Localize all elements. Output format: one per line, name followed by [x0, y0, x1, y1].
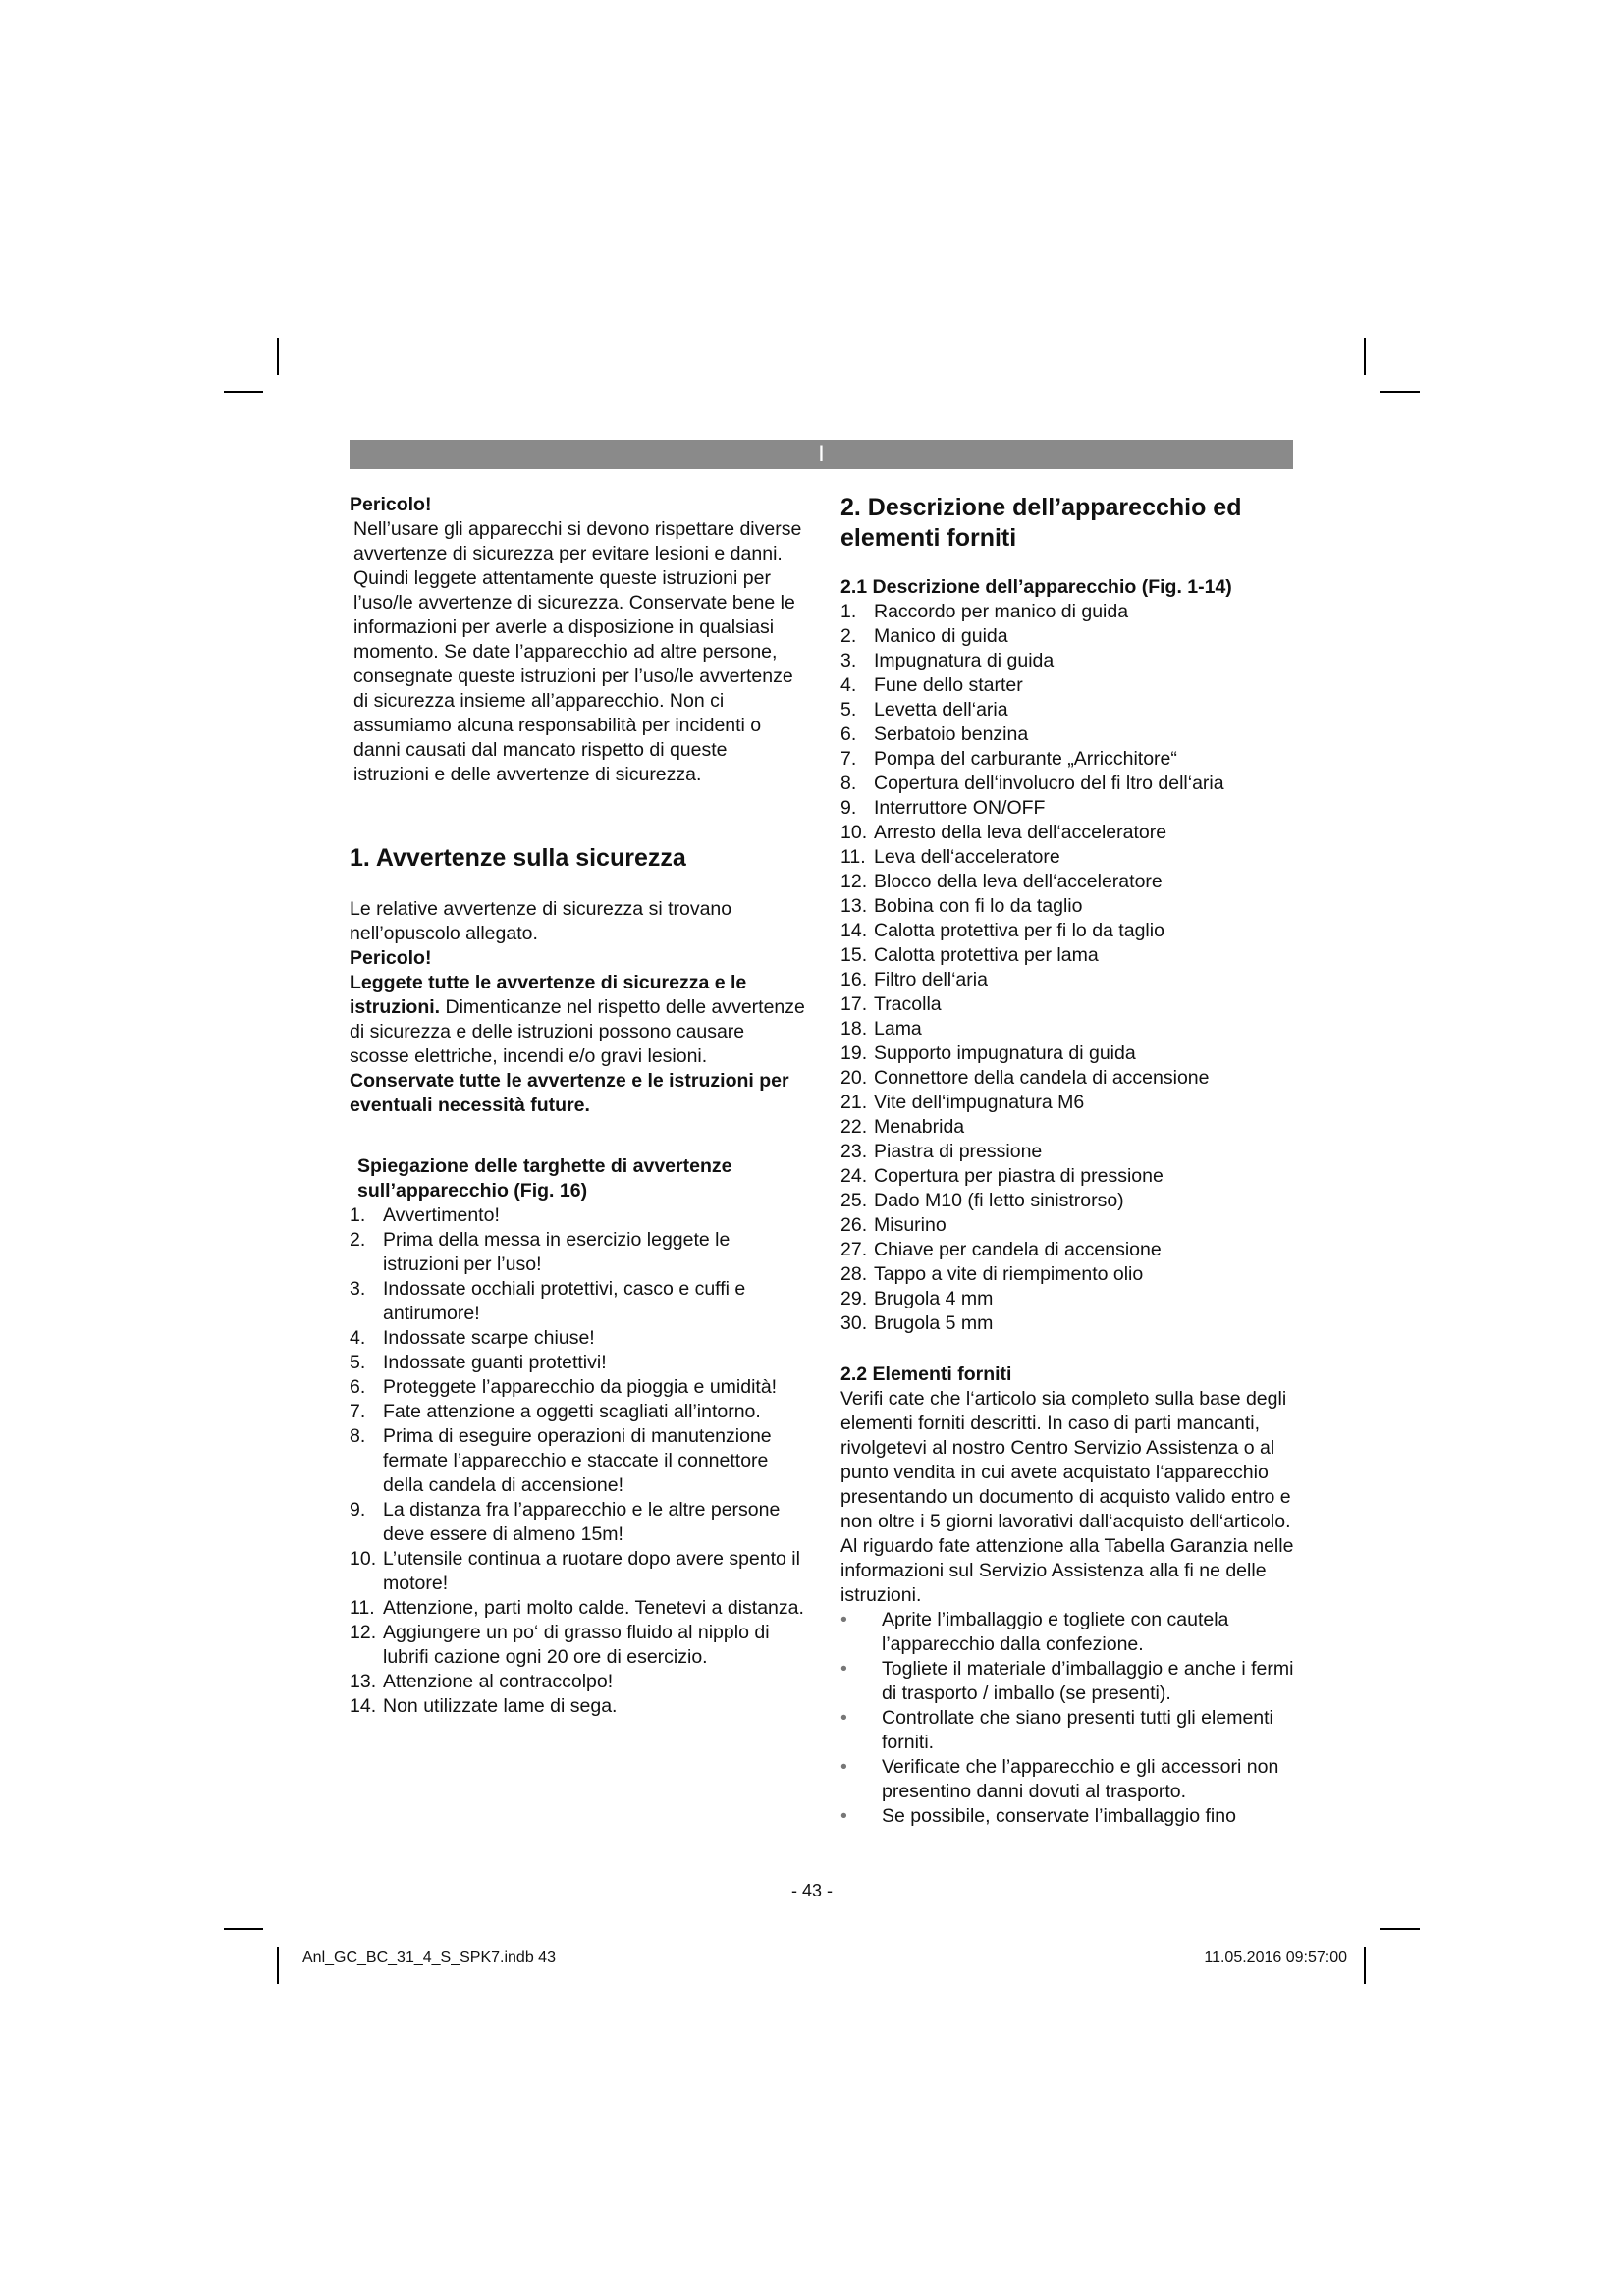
warning-label-item-text: Avvertimento! [383, 1204, 500, 1226]
warning-label-item [350, 1694, 805, 1719]
warning-label-item-number: 14. [350, 1695, 377, 1717]
warning-label-item-number: 12. [350, 1622, 377, 1643]
bullet-icon: • [840, 1658, 847, 1680]
parts-list [840, 600, 1294, 1336]
part-item [840, 698, 1294, 722]
part-item-number: 15. [840, 944, 868, 966]
warning-label-item-number: 4. [350, 1327, 366, 1349]
part-item-number: 28. [840, 1263, 868, 1285]
part-item-number: 27. [840, 1239, 868, 1260]
language-header-bar [350, 440, 1293, 469]
danger-title: Pericolo! [350, 494, 432, 515]
warning-label-item-number: 2. [350, 1229, 366, 1251]
warning-label-item [350, 1277, 805, 1326]
warning-label-item-number: 8. [350, 1425, 366, 1447]
warning-label-item [350, 1400, 805, 1424]
bullet-icon: • [840, 1609, 847, 1630]
part-item-text: Connettore della candela di accensione [874, 1067, 1210, 1089]
part-item-number: 24. [840, 1165, 868, 1187]
part-item-text: Leva dell‘acceleratore [874, 846, 1060, 868]
warning-label-item-text: Prima della messa in esercizio leggete le istruzioni per l’uso! [383, 1229, 731, 1275]
warning-label-item-number: 13. [350, 1671, 377, 1692]
part-item [840, 1287, 1294, 1311]
warning-label-item-text: Indossate scarpe chiuse! [383, 1327, 595, 1349]
warning-label-item-text: Proteggete l’apparecchio da pioggia e umidità! [383, 1376, 778, 1398]
part-item-text: Chiave per candela di accensione [874, 1239, 1162, 1260]
warning-label-item-text: La distanza fra l’apparecchio e le altre persone deve essere di almeno 15m! [383, 1499, 781, 1545]
part-item-text: Vite dell‘impugnatura M6 [874, 1092, 1085, 1113]
part-item-text: Piastra di pressione [874, 1141, 1043, 1162]
part-item-text: Raccordo per manico di guida [874, 601, 1129, 622]
part-item-text: Blocco della leva dell‘acceleratore [874, 871, 1163, 892]
unpacking-list [840, 1608, 1294, 1829]
unpacking-step-text: Se possibile, conservate l’imballaggio fino [882, 1805, 1236, 1827]
warning-labels-heading: Spiegazione delle targhette di avvertenze sull’apparecchio (Fig. 16) [357, 1155, 732, 1201]
part-item-number: 3. [840, 650, 857, 671]
part-item-number: 26. [840, 1214, 868, 1236]
part-item-text: Levetta dell‘aria [874, 699, 1008, 721]
part-item-text: Bobina con fi lo da taglio [874, 895, 1083, 917]
section-2-2-heading: 2.2 Elementi forniti [840, 1363, 1012, 1385]
danger-title-2: Pericolo! [350, 947, 432, 969]
part-item-text: Tracolla [874, 993, 942, 1015]
part-item [840, 943, 1294, 968]
unpacking-step [840, 1706, 1294, 1755]
part-item-text: Menabrida [874, 1116, 965, 1138]
warning-label-item-text: Fate attenzione a oggetti scagliati all’intorno. [383, 1401, 761, 1422]
warning-labels-list [350, 1203, 805, 1719]
part-item [840, 796, 1294, 821]
warning-label-item-number: 9. [350, 1499, 366, 1521]
part-item-text: Supporto impugnatura di guida [874, 1042, 1136, 1064]
warning-label-item [350, 1228, 805, 1277]
part-item-number: 17. [840, 993, 868, 1015]
footer-file-info: Anl_GC_BC_31_4_S_SPK7.indb 43 [302, 1949, 556, 1966]
keep-instructions-note: Conservate tutte le avvertenze e le istruzioni per eventuali necessità future. [350, 1070, 789, 1116]
part-item-number: 8. [840, 773, 857, 794]
section-2-heading: 2. Descrizione dell’apparecchio ed elementi forniti [840, 494, 1242, 552]
part-item-number: 9. [840, 797, 857, 819]
warning-label-item [350, 1621, 805, 1670]
section-1-heading: 1. Avvertenze sulla sicurezza [350, 844, 686, 872]
part-item-number: 22. [840, 1116, 868, 1138]
part-item-text: Manico di guida [874, 625, 1008, 647]
footer-date: 11.05.2016 09:57:00 [1204, 1949, 1347, 1966]
part-item [840, 919, 1294, 943]
part-item-number: 10. [840, 822, 868, 843]
part-item-number: 19. [840, 1042, 868, 1064]
part-item [840, 1140, 1294, 1164]
part-item [840, 1213, 1294, 1238]
part-item-text: Brugola 4 mm [874, 1288, 994, 1309]
danger-text: Nell’usare gli apparecchi si devono rispettare diverse avvertenze di sicurezza per evitare lesioni e danni. Quindi leggete attentamente queste istruzioni per l’uso/le avvertenze di sicurezza. Conservate bene le informazioni per averle a disposizione in qualsiasi momento. Se date l’apparecchio ad altre persone, consegnate queste istruzioni per l’uso/le avvertenze di sicurezza insieme all’apparecchio. Non ci assumiamo alcuna responsabilità per incidenti o danni causati dal mancato rispetto di queste istruzioni e delle avvertenze di sicurezza. [353, 518, 802, 785]
part-item-number: 16. [840, 969, 868, 990]
part-item [840, 1091, 1294, 1115]
part-item-text: Copertura dell‘involucro del fi ltro dell‘aria [874, 773, 1224, 794]
crop-mark [277, 338, 279, 375]
unpacking-step [840, 1608, 1294, 1657]
right-column [840, 493, 1294, 1829]
crop-mark [1364, 1947, 1366, 1984]
part-item-number: 2. [840, 625, 857, 647]
part-item-number: 6. [840, 723, 857, 745]
unpacking-step-text: Controllate che siano presenti tutti gli elementi forniti. [882, 1707, 1273, 1753]
warning-label-item-text: Indossate guanti protettivi! [383, 1352, 607, 1373]
unpacking-step [840, 1657, 1294, 1706]
left-column [350, 493, 805, 1719]
part-item [840, 649, 1294, 673]
part-item [840, 1262, 1294, 1287]
warning-label-item-text: Aggiungere un po‘ di grasso fluido al nipplo di lubrifi cazione ogni 20 ore di esercizio. [383, 1622, 770, 1668]
warning-label-item [350, 1424, 805, 1498]
part-item [840, 845, 1294, 870]
part-item [840, 821, 1294, 845]
part-item [840, 1066, 1294, 1091]
part-item [840, 1238, 1294, 1262]
warning-label-item-number: 1. [350, 1204, 366, 1226]
crop-mark [1380, 1928, 1420, 1930]
section-1-intro: Le relative avvertenze di sicurezza si trovano nell’opuscolo allegato. [350, 898, 732, 944]
part-item-number: 29. [840, 1288, 868, 1309]
crop-mark [277, 1947, 279, 1984]
crop-mark [1364, 338, 1366, 375]
danger-bold: Leggete tutte le avvertenze di sicurezza e le istruzioni. [350, 972, 747, 1018]
section-2-1-heading: 2.1 Descrizione dell’apparecchio (Fig. 1-14) [840, 576, 1232, 598]
part-item-number: 5. [840, 699, 857, 721]
part-item [840, 894, 1294, 919]
unpacking-step [840, 1755, 1294, 1804]
warning-label-item-text: Attenzione, parti molto calde. Tenetevi a distanza. [383, 1597, 804, 1619]
warning-label-item [350, 1351, 805, 1375]
part-item-text: Pompa del carburante „Arricchitore“ [874, 748, 1177, 770]
language-code: I [818, 441, 825, 467]
part-item-text: Dado M10 (fi letto sinistrorso) [874, 1190, 1124, 1211]
unpacking-step [840, 1804, 1294, 1829]
bullet-icon: • [840, 1805, 847, 1827]
part-item [840, 772, 1294, 796]
part-item-text: Calotta protettiva per fi lo da taglio [874, 920, 1164, 941]
warning-label-item-number: 3. [350, 1278, 366, 1300]
part-item [840, 747, 1294, 772]
part-item [840, 870, 1294, 894]
crop-mark [224, 391, 263, 393]
warning-label-item [350, 1203, 805, 1228]
bullet-icon: • [840, 1756, 847, 1778]
warning-label-item [350, 1498, 805, 1547]
crop-mark [224, 1928, 263, 1930]
warning-label-item-number: 11. [350, 1597, 375, 1619]
crop-mark [1380, 391, 1420, 393]
warning-label-item-text: Indossate occhiali protettivi, casco e cuffi e antirumore! [383, 1278, 746, 1324]
part-item-text: Impugnatura di guida [874, 650, 1055, 671]
part-item-text: Brugola 5 mm [874, 1312, 994, 1334]
part-item-number: 12. [840, 871, 868, 892]
page-number: - 43 - [790, 1881, 833, 1900]
warning-label-item-text: Non utilizzate lame di sega. [383, 1695, 618, 1717]
warning-label-item [350, 1596, 805, 1621]
part-item [840, 673, 1294, 698]
part-item [840, 1189, 1294, 1213]
part-item-number: 23. [840, 1141, 868, 1162]
part-item-number: 21. [840, 1092, 868, 1113]
part-item [840, 1115, 1294, 1140]
section-2-2-text: Verifi cate che l‘articolo sia completo sulla base degli elementi forniti descritti. In caso di parti mancanti, rivolgetevi al nostro Centro Servizio Assistenza o al punto vendita in cui avete acquistato l‘apparecchio presentando un documento di acquisto valido entro e non oltre i 5 giorni lavorativi dall‘acquisto dell‘articolo. Al riguardo fate attenzione alla Tabella Garanzia nelle informazioni sul Servizio Assistenza alla fi ne delle istruzioni. [840, 1388, 1294, 1606]
warning-label-item [350, 1326, 805, 1351]
part-item-text: Interruttore ON/OFF [874, 797, 1046, 819]
part-item-number: 1. [840, 601, 857, 622]
part-item-text: Serbatoio benzina [874, 723, 1029, 745]
unpacking-step-text: Verificate che l’apparecchio e gli accessori non presentino danni dovuti al trasporto. [882, 1756, 1279, 1802]
part-item-number: 7. [840, 748, 857, 770]
part-item-text: Fune dello starter [874, 674, 1023, 696]
warning-label-item [350, 1547, 805, 1596]
part-item-text: Calotta protettiva per lama [874, 944, 1099, 966]
part-item-text: Copertura per piastra di pressione [874, 1165, 1164, 1187]
warning-label-item-text: Attenzione al contraccolpo! [383, 1671, 614, 1692]
warning-label-item [350, 1670, 805, 1694]
part-item-number: 18. [840, 1018, 868, 1040]
warning-label-item-text: Prima di eseguire operazioni di manutenzione fermate l’apparecchio e staccate il connettore della candela di accensione! [383, 1425, 772, 1496]
part-item [840, 624, 1294, 649]
part-item [840, 968, 1294, 992]
part-item-number: 20. [840, 1067, 868, 1089]
part-item-number: 14. [840, 920, 868, 941]
part-item-text: Misurino [874, 1214, 947, 1236]
warning-label-item-number: 10. [350, 1548, 377, 1570]
warning-label-item-number: 7. [350, 1401, 366, 1422]
warning-label-item-number: 5. [350, 1352, 366, 1373]
part-item-text: Filtro dell‘aria [874, 969, 988, 990]
part-item [840, 1017, 1294, 1041]
unpacking-step-text: Aprite l’imballaggio e togliete con cautela l’apparecchio dalla confezione. [882, 1609, 1229, 1655]
part-item [840, 1164, 1294, 1189]
part-item [840, 600, 1294, 624]
warning-label-item-text: L’utensile continua a ruotare dopo avere spento il motore! [383, 1548, 800, 1594]
part-item-number: 13. [840, 895, 868, 917]
part-item-number: 25. [840, 1190, 868, 1211]
part-item [840, 1311, 1294, 1336]
unpacking-step-text: Togliete il materiale d’imballaggio e anche i fermi di trasporto / imballo (se presenti). [882, 1658, 1294, 1704]
part-item-number: 30. [840, 1312, 868, 1334]
part-item-text: Lama [874, 1018, 922, 1040]
bullet-icon: • [840, 1707, 847, 1729]
danger-rest: Dimenticanze nel rispetto delle avvertenze di sicurezza e delle istruzioni possono causare scosse elettriche, incendi e/o gravi lesioni. [350, 996, 805, 1067]
danger-text-2 [350, 971, 805, 1069]
warning-label-item-number: 6. [350, 1376, 366, 1398]
part-item [840, 1041, 1294, 1066]
part-item [840, 722, 1294, 747]
warning-label-item [350, 1375, 805, 1400]
part-item-text: Arresto della leva dell‘acceleratore [874, 822, 1167, 843]
part-item [840, 992, 1294, 1017]
part-item-number: 11. [840, 846, 866, 868]
part-item-text: Tappo a vite di riempimento olio [874, 1263, 1144, 1285]
part-item-number: 4. [840, 674, 857, 696]
